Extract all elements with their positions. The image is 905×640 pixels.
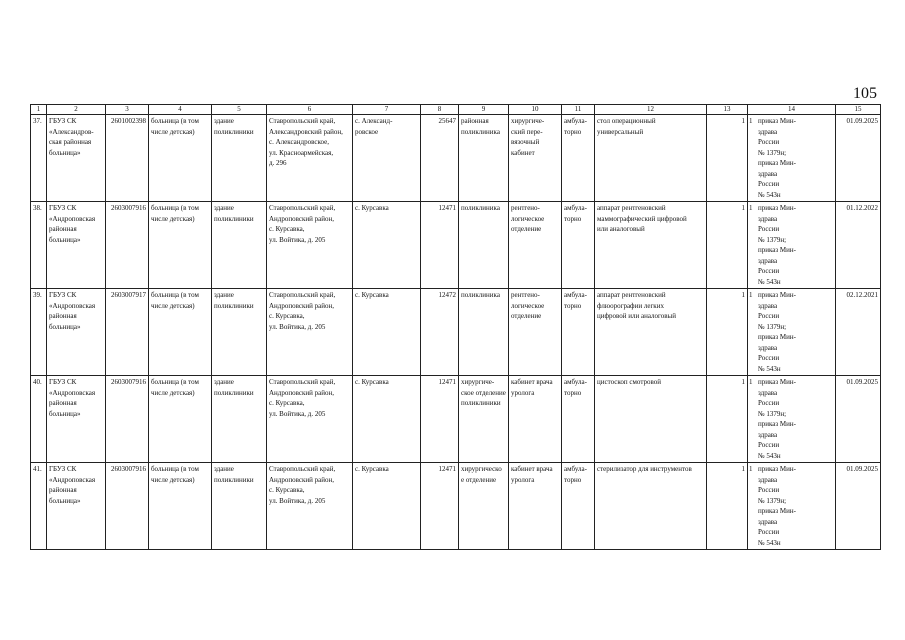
quantity-secondary: 1 (749, 465, 753, 473)
basis-cell-line: России (758, 354, 780, 362)
basis-cell-line: здрава (758, 301, 778, 310)
organization-cell-line: больница» (49, 496, 81, 505)
care-form-cell-line: торно (564, 475, 582, 484)
subdivision-cell-line: е отделение (461, 475, 497, 484)
organization-cell-line: больница» (49, 409, 81, 418)
row-number: 39. (31, 289, 47, 376)
column-header-9: 9 (459, 105, 509, 115)
equipment-cell-line: цифровой или аналоговый (597, 312, 676, 320)
basis-cell-line: приказ Мин- (758, 117, 796, 125)
organization-cell-line: «Александров- (49, 127, 94, 136)
row-number: 38. (31, 202, 47, 289)
building-cell-line: поликлиники (214, 214, 254, 223)
column-header-6: 6 (267, 105, 353, 115)
column-header-3: 3 (106, 105, 149, 115)
facility-type-cell-line: больница (в том (151, 117, 199, 125)
care-form-cell (562, 289, 595, 376)
address-cell-line: Андроповский район, (269, 388, 334, 397)
equipment-cell-line: флюорографии легких (597, 301, 664, 310)
address-cell-line: Александровский район, (269, 127, 343, 136)
column-header-1: 1 (31, 105, 47, 115)
organization-cell-line: районная (49, 486, 77, 494)
registry-table (30, 104, 881, 550)
locality-cell (353, 202, 421, 289)
equipment-cell (595, 202, 707, 289)
subdivision-cell-line: хирургическо (461, 465, 502, 473)
subdivision-cell-line: поликлиника (461, 291, 500, 299)
equipment-cell-line: стол операционный (597, 117, 656, 125)
organization-cell-line: больница» (49, 148, 81, 157)
unit-cell-line: отделение (511, 225, 542, 233)
column-header-4: 4 (149, 105, 212, 115)
facility-type-cell (149, 463, 212, 550)
address-cell-line: Андроповский район, (269, 214, 334, 223)
unit-cell (509, 376, 562, 463)
equipment-cell-line: маммографический цифровой (597, 214, 687, 223)
address-cell (267, 289, 353, 376)
basis-cell (748, 463, 836, 550)
unit-cell-line: уролога (511, 388, 535, 397)
subdivision-cell-line: поликлиника (461, 127, 500, 136)
care-form-cell (562, 463, 595, 550)
address-cell-line: ул. Войтика, д. 205 (269, 322, 326, 331)
address-cell (267, 115, 353, 202)
equipment-cell-line: стерилизатор для инструментов (597, 465, 692, 473)
equipment-cell-line: цистоскоп смотровой (597, 378, 661, 386)
unit-cell-line: кабинет врача (511, 465, 553, 473)
address-cell-line: с. Курсавка, (269, 486, 305, 494)
date-cell: 02.12.2021 (836, 289, 881, 376)
facility-type-cell-line: числе детская) (151, 214, 195, 223)
care-form-cell (562, 202, 595, 289)
column-header-15: 15 (836, 105, 881, 115)
organization-cell-line: «Андроповская (49, 301, 96, 310)
building-cell-line: поликлиники (214, 301, 254, 310)
page-number: 105 (853, 85, 877, 102)
facility-type-cell-line: больница (в том (151, 291, 199, 299)
basis-cell-line: приказ Мин- (758, 246, 796, 254)
column-header-7: 7 (353, 105, 421, 115)
care-form-cell-line: торно (564, 214, 582, 223)
organization-cell-line: ГБУЗ СК (49, 378, 77, 386)
basis-cell-line: России (758, 486, 780, 494)
basis-cell (748, 289, 836, 376)
header-row (31, 105, 881, 115)
care-form-cell (562, 115, 595, 202)
building-cell-line: здание (214, 465, 234, 473)
address-cell-line: Ставропольский край, (269, 291, 336, 299)
basis-cell-line: здрава (758, 475, 778, 484)
table-row (31, 376, 881, 463)
basis-cell-line: приказ Мин- (758, 159, 796, 167)
organization-cell (47, 202, 106, 289)
basis-cell-line: России (758, 441, 780, 449)
unit-cell-line: уролога (511, 475, 535, 484)
row-number: 40. (31, 376, 47, 463)
equipment-cell-line: универсальный (597, 127, 644, 136)
subdivision-cell (459, 463, 509, 550)
basis-cell-line: № 1379н; (758, 322, 787, 331)
unit-cell-line: кабинет врача (511, 378, 553, 386)
organization-cell-line: ГБУЗ СК (49, 291, 77, 299)
subdivision-cell-line: хирургиче- (461, 378, 495, 386)
facility-type-cell (149, 115, 212, 202)
facility-type-cell-line: числе детская) (151, 127, 195, 136)
population-cell: 12472 (421, 289, 459, 376)
basis-cell-line: № 543н (758, 364, 781, 373)
care-form-cell-line: торно (564, 127, 582, 136)
basis-cell-line: здрава (758, 517, 778, 526)
basis-cell (748, 115, 836, 202)
basis-cell-line: приказ Мин- (758, 465, 796, 473)
equipment-cell-line: или аналоговый (597, 225, 645, 233)
subdivision-cell (459, 376, 509, 463)
quantity-cell: 1 (707, 289, 748, 376)
basis-cell-line: России (758, 528, 780, 536)
address-cell-line: ул. Войтика, д. 205 (269, 409, 326, 418)
building-cell (212, 376, 267, 463)
building-cell-line: поликлиники (214, 475, 254, 484)
organization-cell-line: больница» (49, 322, 81, 331)
basis-cell-line: России (758, 225, 780, 233)
address-cell-line: с. Курсавка, (269, 225, 305, 233)
unit-cell-line: ский пере- (511, 127, 543, 136)
basis-cell-line: № 1379н; (758, 496, 787, 505)
basis-cell-line: здрава (758, 127, 778, 136)
address-cell-line: Андроповский район, (269, 301, 334, 310)
facility-type-cell-line: больница (в том (151, 465, 199, 473)
unit-cell-line: кабинет (511, 148, 535, 157)
organization-cell-line: ГБУЗ СК (49, 117, 77, 125)
address-cell-line: Андроповский район, (269, 475, 334, 484)
care-form-cell-line: амбула- (564, 204, 587, 212)
facility-type-cell (149, 202, 212, 289)
locality-cell (353, 463, 421, 550)
quantity-cell: 1 (707, 463, 748, 550)
equipment-cell (595, 289, 707, 376)
unit-cell (509, 202, 562, 289)
locality-cell-line: ровское (355, 127, 379, 136)
building-cell-line: здание (214, 378, 234, 386)
unit-cell (509, 115, 562, 202)
locality-cell-line: с. Курсавка (355, 465, 389, 473)
building-cell-line: здание (214, 117, 234, 125)
quantity-secondary: 1 (749, 204, 753, 212)
basis-cell-line: здрава (758, 256, 778, 265)
subdivision-cell-line: районная (461, 117, 489, 125)
equipment-cell-line: аппарат рентгеновский (597, 291, 666, 299)
care-form-cell (562, 376, 595, 463)
address-cell-line: с. Курсавка, (269, 312, 305, 320)
unit-cell-line: вязочный (511, 138, 540, 146)
date-cell: 01.09.2025 (836, 376, 881, 463)
basis-cell-line: здрава (758, 169, 778, 178)
address-cell-line: Ставропольский край, (269, 378, 336, 386)
building-cell (212, 289, 267, 376)
quantity-secondary: 1 (749, 291, 753, 299)
address-cell-line: ул. Войтика, д. 205 (269, 496, 326, 505)
organization-cell (47, 289, 106, 376)
address-cell-line: Ставропольский край, (269, 204, 336, 212)
population-cell: 12471 (421, 202, 459, 289)
building-cell-line: поликлиники (214, 388, 254, 397)
unit-cell-line: логическое (511, 214, 545, 223)
column-header-10: 10 (509, 105, 562, 115)
basis-cell (748, 202, 836, 289)
basis-cell-line: приказ Мин- (758, 378, 796, 386)
unit-cell (509, 289, 562, 376)
organization-cell-line: «Андроповская (49, 388, 96, 397)
population-cell: 12471 (421, 463, 459, 550)
code-cell: 2603007916 (106, 376, 149, 463)
code-cell: 2603007916 (106, 463, 149, 550)
care-form-cell-line: торно (564, 388, 582, 397)
population-cell: 12471 (421, 376, 459, 463)
table-row (31, 115, 881, 202)
unit-cell (509, 463, 562, 550)
facility-type-cell (149, 289, 212, 376)
basis-cell-line: здрава (758, 214, 778, 223)
population-cell: 25647 (421, 115, 459, 202)
locality-cell (353, 289, 421, 376)
address-cell-line: ул. Красноармейская, (269, 148, 334, 157)
address-cell-line: с. Александровское, (269, 138, 329, 146)
column-header-13: 13 (707, 105, 748, 115)
address-cell-line: Ставропольский край, (269, 117, 336, 125)
organization-cell-line: районная (49, 399, 77, 407)
basis-cell-line: России (758, 180, 780, 188)
basis-cell-line: № 543н (758, 277, 781, 286)
organization-cell-line: «Андроповская (49, 475, 96, 484)
date-cell: 01.12.2022 (836, 202, 881, 289)
column-header-5: 5 (212, 105, 267, 115)
subdivision-cell (459, 289, 509, 376)
basis-cell-line: приказ Мин- (758, 204, 796, 212)
basis-cell-line: № 543н (758, 190, 781, 199)
care-form-cell-line: торно (564, 301, 582, 310)
subdivision-cell-line: поликлиника (461, 204, 500, 212)
unit-cell-line: логическое (511, 301, 545, 310)
organization-cell-line: районная (49, 225, 77, 233)
subdivision-cell (459, 202, 509, 289)
building-cell (212, 115, 267, 202)
subdivision-cell-line: ское отделение (461, 388, 506, 397)
building-cell (212, 202, 267, 289)
facility-type-cell-line: числе детская) (151, 388, 195, 397)
building-cell-line: здание (214, 291, 234, 299)
facility-type-cell-line: числе детская) (151, 475, 195, 484)
quantity-secondary: 1 (749, 117, 753, 125)
basis-cell-line: № 543н (758, 451, 781, 460)
equipment-cell (595, 463, 707, 550)
unit-cell-line: рентгено- (511, 291, 540, 299)
basis-cell-line: России (758, 138, 780, 146)
date-cell: 01.09.2025 (836, 115, 881, 202)
organization-cell-line: ГБУЗ СК (49, 465, 77, 473)
basis-cell (748, 376, 836, 463)
care-form-cell-line: амбула- (564, 291, 587, 299)
facility-type-cell-line: числе детская) (151, 301, 195, 310)
basis-cell-line: № 1379н; (758, 148, 787, 157)
facility-type-cell-line: больница (в том (151, 378, 199, 386)
organization-cell (47, 115, 106, 202)
address-cell-line: с. Курсавка, (269, 399, 305, 407)
column-header-14: 14 (748, 105, 836, 115)
locality-cell-line: с. Александ- (355, 117, 393, 125)
care-form-cell-line: амбула- (564, 465, 587, 473)
organization-cell-line: районная (49, 312, 77, 320)
unit-cell-line: рентгено- (511, 204, 540, 212)
column-header-8: 8 (421, 105, 459, 115)
date-cell: 01.09.2025 (836, 463, 881, 550)
basis-cell-line: приказ Мин- (758, 333, 796, 341)
basis-cell-line: здрава (758, 343, 778, 352)
code-cell: 2603007917 (106, 289, 149, 376)
code-cell: 2603007916 (106, 202, 149, 289)
code-cell: 2601002398 (106, 115, 149, 202)
quantity-cell: 1 (707, 115, 748, 202)
quantity-cell: 1 (707, 202, 748, 289)
locality-cell (353, 376, 421, 463)
table-row (31, 202, 881, 289)
quantity-cell: 1 (707, 376, 748, 463)
basis-cell-line: приказ Мин- (758, 420, 796, 428)
building-cell-line: здание (214, 204, 234, 212)
organization-cell-line: ГБУЗ СК (49, 204, 77, 212)
row-number: 41. (31, 463, 47, 550)
organization-cell-line: ская районная (49, 138, 92, 146)
table-row (31, 463, 881, 550)
basis-cell-line: России (758, 267, 780, 275)
address-cell (267, 202, 353, 289)
address-cell (267, 463, 353, 550)
row-number: 37. (31, 115, 47, 202)
locality-cell-line: с. Курсавка (355, 204, 389, 212)
building-cell (212, 463, 267, 550)
facility-type-cell (149, 376, 212, 463)
unit-cell-line: хирургиче- (511, 117, 545, 125)
equipment-cell (595, 115, 707, 202)
basis-cell-line: здрава (758, 388, 778, 397)
locality-cell (353, 115, 421, 202)
equipment-cell (595, 376, 707, 463)
subdivision-cell (459, 115, 509, 202)
locality-cell-line: с. Курсавка (355, 378, 389, 386)
unit-cell-line: отделение (511, 312, 542, 320)
basis-cell-line: здрава (758, 430, 778, 439)
organization-cell-line: «Андроповская (49, 214, 96, 223)
equipment-cell-line: аппарат рентгеновский (597, 204, 666, 212)
address-cell-line: ул. Войтика, д. 205 (269, 235, 326, 244)
organization-cell (47, 463, 106, 550)
address-cell (267, 376, 353, 463)
locality-cell-line: с. Курсавка (355, 291, 389, 299)
column-header-11: 11 (562, 105, 595, 115)
subdivision-cell-line: поликлиники (461, 399, 501, 407)
basis-cell-line: России (758, 399, 780, 407)
address-cell-line: Ставропольский край, (269, 465, 336, 473)
address-cell-line: д. 296 (269, 159, 287, 167)
quantity-secondary: 1 (749, 378, 753, 386)
basis-cell-line: приказ Мин- (758, 291, 796, 299)
care-form-cell-line: амбула- (564, 378, 587, 386)
basis-cell-line: № 1379н; (758, 409, 787, 418)
column-header-12: 12 (595, 105, 707, 115)
basis-cell-line: № 543н (758, 538, 781, 547)
building-cell-line: поликлиники (214, 127, 254, 136)
basis-cell-line: приказ Мин- (758, 507, 796, 515)
basis-cell-line: России (758, 312, 780, 320)
care-form-cell-line: амбула- (564, 117, 587, 125)
organization-cell (47, 376, 106, 463)
facility-type-cell-line: больница (в том (151, 204, 199, 212)
table-row (31, 289, 881, 376)
column-header-2: 2 (47, 105, 106, 115)
basis-cell-line: № 1379н; (758, 235, 787, 244)
organization-cell-line: больница» (49, 235, 81, 244)
